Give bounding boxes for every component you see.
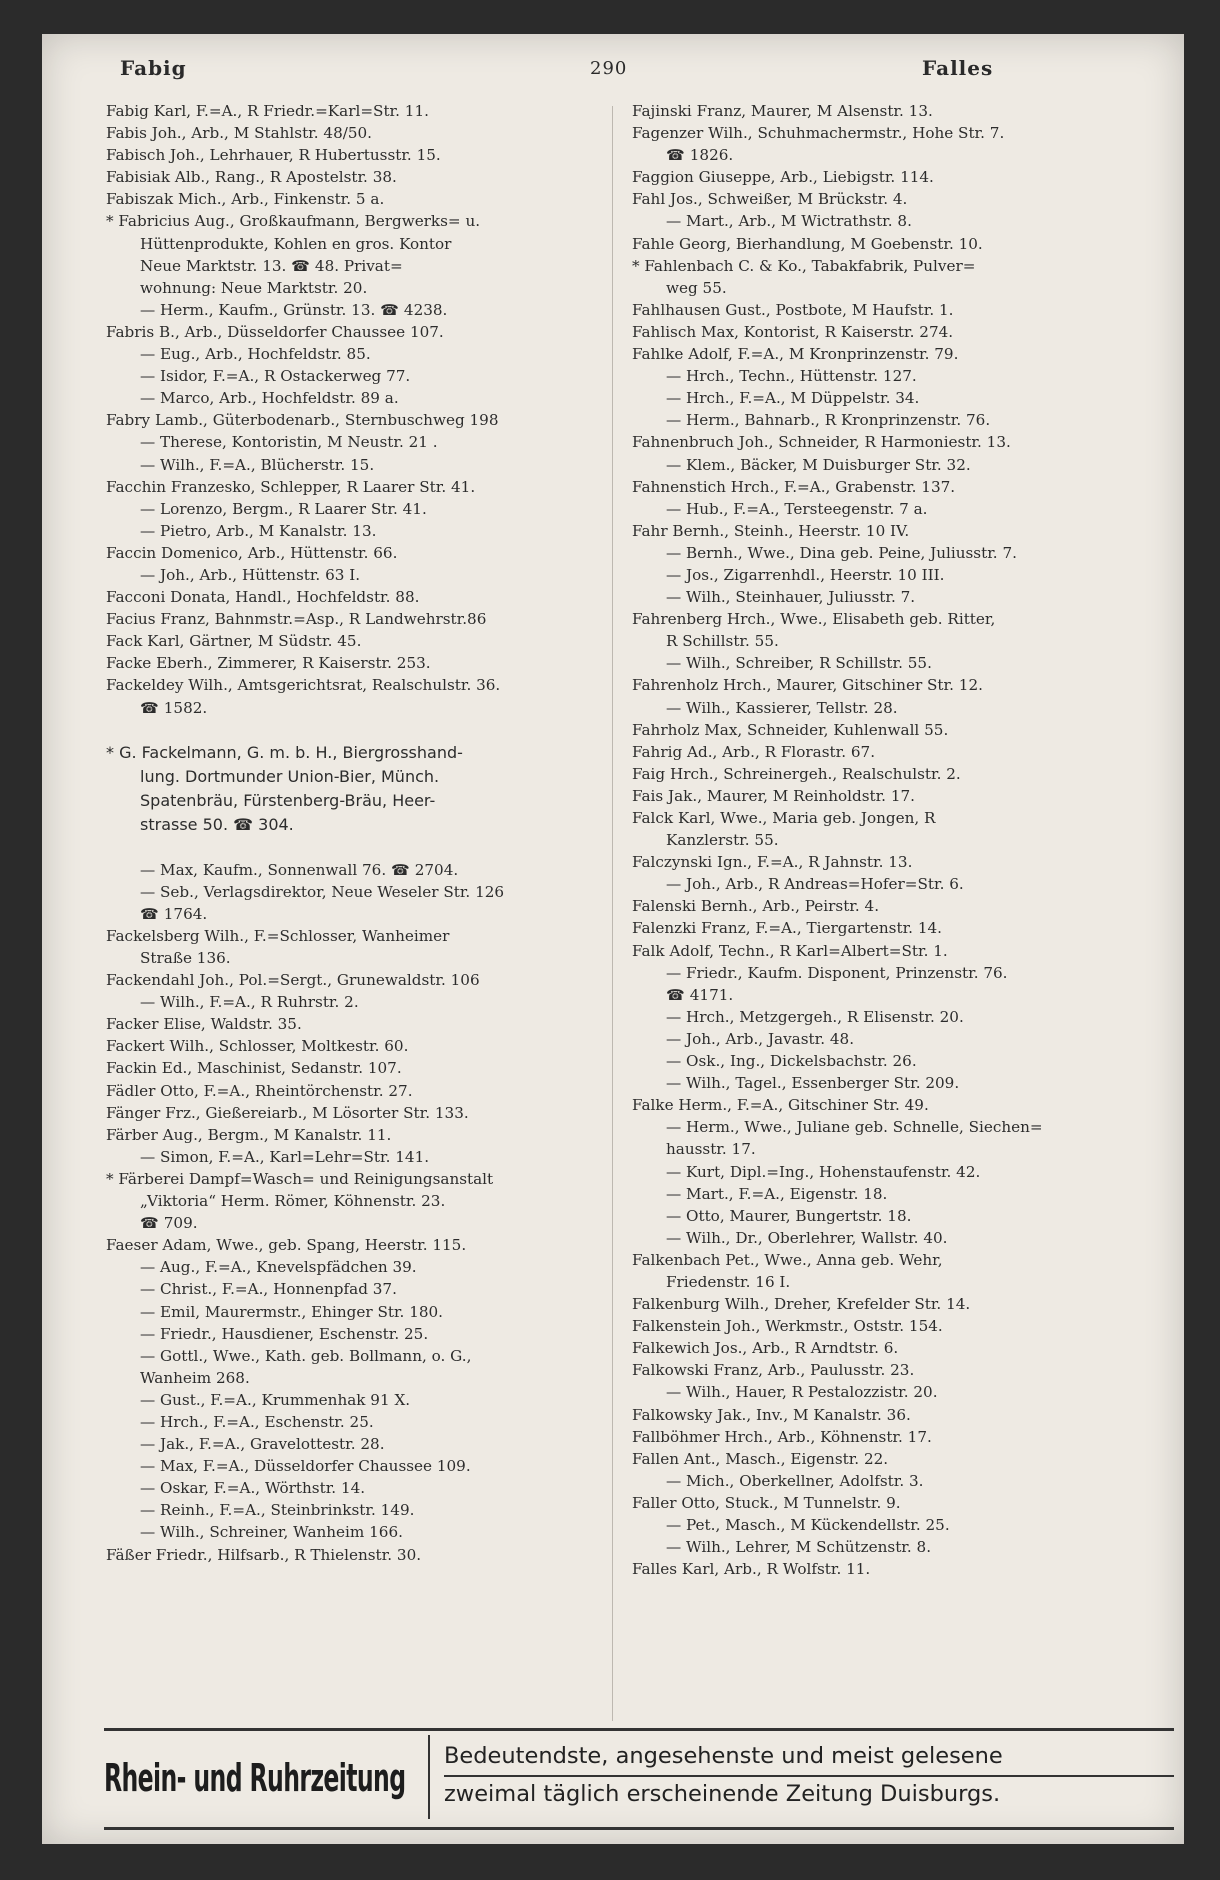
directory-entry: * Fabricius Aug., Großkaufmann, Bergwerks= u. <box>106 212 481 231</box>
banner-line-2: zweimal täglich erscheinende Zeitung Duisburgs. <box>444 1781 1001 1807</box>
directory-entry: — Wilh., Tagel., Essenberger Str. 209. <box>666 1074 960 1093</box>
directory-entry: — Christ., F.=A., Honnenpfad 37. <box>140 1280 397 1299</box>
directory-entry: Färber Aug., Bergm., M Kanalstr. 11. <box>106 1125 392 1144</box>
directory-entry: — Klem., Bäcker, M Duisburger Str. 32. <box>666 455 971 474</box>
directory-entry: Falck Karl, Wwe., Maria geb. Jongen, R <box>632 809 936 827</box>
directory-entry: Fabiszak Mich., Arb., Finkenstr. 5 a. <box>106 190 385 209</box>
directory-entry: Fahrig Ad., Arb., R Florastr. 67. <box>632 742 876 761</box>
directory-entry: ☎ 709. <box>140 1214 198 1233</box>
directory-entry: — Friedr., Hausdiener, Eschenstr. 25. <box>140 1324 429 1343</box>
directory-page <box>42 34 1184 1844</box>
directory-entry: — Max, F.=A., Düsseldorfer Chaussee 109. <box>140 1457 471 1476</box>
directory-entry: Faggion Giuseppe, Arb., Liebigstr. 114. <box>632 168 934 187</box>
directory-entry: — Otto, Maurer, Bungertstr. 18. <box>666 1206 912 1225</box>
directory-entry: — Wilh., Schreiber, R Schillstr. 55. <box>666 654 932 673</box>
directory-entry: Fackeldey Wilh., Amtsgerichtsrat, Realschulstr. 36. <box>106 676 501 695</box>
directory-entry: hausstr. 17. <box>666 1140 756 1159</box>
directory-entry: Fagenzer Wilh., Schuhmachermstr., Hohe Str. 7. <box>632 124 1005 143</box>
directory-entry: Facke Eberh., Zimmerer, R Kaiserstr. 253. <box>106 654 431 673</box>
directory-entry: — Wilh., Schreiner, Wanheim 166. <box>140 1523 403 1542</box>
directory-entry: — Pietro, Arb., M Kanalstr. 13. <box>140 521 377 540</box>
directory-entry: — Joh., Arb., Javastr. 48. <box>666 1029 855 1048</box>
directory-entry: Fabig Karl, F.=A., R Friedr.=Karl=Str. 11. <box>106 102 429 120</box>
directory-entry: — Mich., Oberkellner, Adolfstr. 3. <box>666 1471 924 1490</box>
directory-entry: Fahlisch Max, Kontorist, R Kaiserstr. 274. <box>632 322 954 341</box>
directory-entry: Fahrenholz Hrch., Maurer, Gitschiner Str. 12. <box>632 676 983 695</box>
directory-entry: Spatenbräu, Fürstenberg-Bräu, Heer- <box>140 790 436 810</box>
spacer <box>106 719 606 741</box>
directory-entry: Fabry Lamb., Güterbodenarb., Sternbuschweg 198 <box>106 411 499 430</box>
banner-separator <box>428 1735 430 1819</box>
directory-entry: Fahnenstich Hrch., F.=A., Grabenstr. 137. <box>632 477 956 496</box>
directory-entry: — Herm., Bahnarb., R Kronprinzenstr. 76. <box>666 411 991 430</box>
directory-entry: Falk Adolf, Techn., R Karl=Albert=Str. 1. <box>632 941 948 960</box>
directory-entry: Fahrholz Max, Schneider, Kuhlenwall 55. <box>632 720 949 739</box>
directory-entry: Fahle Georg, Bierhandlung, M Goebenstr. 10. <box>632 234 983 253</box>
header-right-keyword: Falles <box>922 56 994 80</box>
directory-entry: — Seb., Verlagsdirektor, Neue Weseler Str. 126 <box>140 882 505 901</box>
directory-entry: Fabisch Joh., Lehrhauer, R Hubertusstr. 15. <box>106 146 441 165</box>
directory-entry: — Hrch., Techn., Hüttenstr. 127. <box>666 367 917 386</box>
banner-title: Rhein- und Ruhrzeitung <box>104 1756 406 1800</box>
directory-entry: Fahlke Adolf, F.=A., M Kronprinzenstr. 79. <box>632 345 959 364</box>
directory-entry: Faig Hrch., Schreinergeh., Realschulstr. 2. <box>632 764 961 783</box>
directory-entry: — Wilh., F.=A., R Ruhrstr. 2. <box>140 993 359 1012</box>
directory-entry: Kanzlerstr. 55. <box>666 831 779 850</box>
directory-entry: Fahlhausen Gust., Postbote, M Haufstr. 1. <box>632 300 954 319</box>
directory-entry: — Wilh., Kassierer, Tellstr. 28. <box>666 698 898 717</box>
directory-entry: — Gottl., Wwe., Kath. geb. Bollmann, o. G., <box>140 1346 472 1365</box>
directory-entry: — Wilh., Hauer, R Pestalozzistr. 20. <box>666 1383 938 1402</box>
directory-entry: Facchin Franzesko, Schlepper, R Laarer Str. 41. <box>106 477 476 496</box>
directory-entry: Fahrenberg Hrch., Wwe., Elisabeth geb. Ritter, <box>632 610 996 629</box>
directory-entry: — Mart., F.=A., Eigenstr. 18. <box>666 1184 888 1203</box>
directory-entry: Fais Jak., Maurer, M Reinholdstr. 17. <box>632 786 915 805</box>
directory-entry: Falczynski Ign., F.=A., R Jahnstr. 13. <box>632 853 913 872</box>
directory-entry: Falkowski Franz, Arb., Paulusstr. 23. <box>632 1361 915 1380</box>
directory-entry: lung. Dortmunder Union-Bier, Münch. <box>140 766 440 786</box>
directory-entry: * Färberei Dampf=Wasch= und Reinigungsanstalt <box>106 1169 494 1188</box>
directory-entry: — Max, Kaufm., Sonnenwall 76. ☎ 2704. <box>140 860 459 879</box>
directory-entry: — Pet., Masch., M Kückendellstr. 25. <box>666 1516 950 1534</box>
directory-entry: ☎ 4171. <box>666 985 734 1004</box>
directory-entry: Falkenstein Joh., Werkmstr., Oststr. 154. <box>632 1317 943 1336</box>
directory-entry: Faller Otto, Stuck., M Tunnelstr. 9. <box>632 1493 901 1512</box>
directory-entry: — Lorenzo, Bergm., R Laarer Str. 41. <box>140 499 427 518</box>
directory-entry: — Marco, Arb., Hochfeldstr. 89 a. <box>140 389 399 408</box>
directory-entry: — Aug., F.=A., Knevelspfädchen 39. <box>140 1258 417 1277</box>
directory-entry: Neue Marktstr. 13. ☎ 48. Privat= <box>140 256 403 275</box>
banner-line-1: Bedeutendste, angesehenste und meist gelesene <box>444 1743 1003 1769</box>
directory-entry: Fallböhmer Hrch., Arb., Köhnenstr. 17. <box>632 1427 932 1446</box>
directory-entry: Fabis Joh., Arb., M Stahlstr. 48/50. <box>106 124 373 143</box>
directory-entry: — Hrch., Metzgergeh., R Elisenstr. 20. <box>666 1007 964 1026</box>
directory-entry: wohnung: Neue Marktstr. 20. <box>140 278 368 297</box>
directory-entry: Straße 136. <box>140 949 231 967</box>
directory-entry: — Osk., Ing., Dickelsbachstr. 26. <box>666 1052 917 1071</box>
directory-entry: — Simon, F.=A., Karl=Lehr=Str. 141. <box>140 1147 430 1166</box>
directory-entry: — Friedr., Kaufm. Disponent, Prinzenstr. 76. <box>666 963 1008 982</box>
directory-entry: — Oskar, F.=A., Wörthstr. 14. <box>140 1479 366 1498</box>
directory-entry: Fajinski Franz, Maurer, M Alsenstr. 13. <box>632 102 933 120</box>
directory-entry: * Fahlenbach C. & Ko., Tabakfabrik, Pulver= <box>632 256 976 275</box>
directory-entry: Fabris B., Arb., Düsseldorfer Chaussee 107. <box>106 322 444 341</box>
directory-entry: Facker Elise, Waldstr. 35. <box>106 1015 302 1034</box>
directory-entry: Fackendahl Joh., Pol.=Sergt., Grunewaldstr. 106 <box>106 971 480 990</box>
directory-entry: Facius Franz, Bahnmstr.=Asp., R Landwehrstr.86 <box>106 610 487 629</box>
directory-entry: Fahr Bernh., Steinh., Heerstr. 10 IV. <box>632 521 910 540</box>
directory-entry: ☎ 1826. <box>666 146 734 165</box>
directory-entry: Fackert Wilh., Schlosser, Moltkestr. 60. <box>106 1037 409 1056</box>
directory-entry: — Herm., Wwe., Juliane geb. Schnelle, Siechen= <box>666 1118 1043 1137</box>
directory-entry: — Isidor, F.=A., R Ostackerweg 77. <box>140 367 411 386</box>
directory-entry: — Therese, Kontoristin, M Neustr. 21 . <box>140 433 438 452</box>
directory-entry: strasse 50. ☎ 304. <box>140 814 294 834</box>
directory-entry: — Mart., Arb., M Wictrathstr. 8. <box>666 212 912 231</box>
directory-entry: Faeser Adam, Wwe., geb. Spang, Heerstr. 115. <box>106 1236 467 1255</box>
directory-entry: — Joh., Arb., R Andreas=Hofer=Str. 6. <box>666 875 964 894</box>
directory-entry: — Wilh., Dr., Oberlehrer, Wallstr. 40. <box>666 1228 948 1247</box>
directory-entry: Fahl Jos., Schweißer, M Brückstr. 4. <box>632 190 908 209</box>
header-left-keyword: Fabig <box>120 56 187 80</box>
left-column <box>106 100 606 1566</box>
directory-entry: Falke Herm., F.=A., Gitschiner Str. 49. <box>632 1096 929 1115</box>
directory-entry: Fackin Ed., Maschinist, Sedanstr. 107. <box>106 1059 402 1078</box>
directory-entry: — Jos., Zigarrenhdl., Heerstr. 10 III. <box>666 565 945 584</box>
directory-entry: — Wilh., Steinhauer, Juliusstr. 7. <box>666 588 916 607</box>
directory-entry: weg 55. <box>666 278 727 297</box>
directory-entry: Falles Karl, Arb., R Wolfstr. 11. <box>632 1560 871 1579</box>
directory-entry: Friedenstr. 16 I. <box>666 1272 791 1291</box>
directory-entry: — Herm., Kaufm., Grünstr. 13. ☎ 4238. <box>140 300 448 319</box>
directory-entry: — Bernh., Wwe., Dina geb. Peine, Juliusstr. 7. <box>666 543 1017 562</box>
directory-entry: R Schillstr. 55. <box>666 632 779 651</box>
directory-entry: — Eug., Arb., Hochfeldstr. 85. <box>140 345 371 364</box>
page-number: 290 <box>590 58 628 79</box>
directory-entry: Falenski Bernh., Arb., Peirstr. 4. <box>632 897 880 916</box>
directory-entry: Falkewich Jos., Arb., R Arndtstr. 6. <box>632 1339 899 1358</box>
directory-entry: Hüttenprodukte, Kohlen en gros. Kontor <box>140 234 452 253</box>
directory-entry: Falkenbach Pet., Wwe., Anna geb. Wehr, <box>632 1250 943 1269</box>
directory-entry: Fackelsberg Wilh., F.=Schlosser, Wanheimer <box>106 926 450 945</box>
directory-entry: „Viktoria“ Herm. Römer, Köhnenstr. 23. <box>140 1192 446 1211</box>
directory-entry: ☎ 1764. <box>140 904 208 923</box>
advertisement-banner <box>104 1728 1174 1830</box>
directory-entry: Fabisiak Alb., Rang., R Apostelstr. 38. <box>106 168 397 187</box>
directory-entry: Faccin Domenico, Arb., Hüttenstr. 66. <box>106 543 398 562</box>
directory-entry: — Jak., F.=A., Gravelottestr. 28. <box>140 1435 385 1454</box>
directory-entry: Falkowsky Jak., Inv., M Kanalstr. 36. <box>632 1405 911 1424</box>
directory-entry: — Emil, Maurermstr., Ehinger Str. 180. <box>140 1302 444 1321</box>
directory-entry: Fack Karl, Gärtner, M Südstr. 45. <box>106 632 362 651</box>
directory-entry: — Gust., F.=A., Krummenhak 91 X. <box>140 1390 411 1409</box>
spacer <box>106 837 606 859</box>
banner-rule <box>444 1775 1174 1777</box>
directory-entry: Wanheim 268. <box>140 1368 250 1387</box>
directory-entry: — Hub., F.=A., Tersteegenstr. 7 a. <box>666 499 928 518</box>
directory-entry: — Reinh., F.=A., Steinbrinkstr. 149. <box>140 1501 415 1520</box>
directory-entry: Facconi Donata, Handl., Hochfeldstr. 88. <box>106 588 420 607</box>
directory-entry: Falkenburg Wilh., Dreher, Krefelder Str. 14. <box>632 1295 971 1314</box>
directory-entry: — Joh., Arb., Hüttenstr. 63 I. <box>140 565 361 584</box>
column-divider <box>612 106 613 1721</box>
directory-entry: Falenzki Franz, F.=A., Tiergartenstr. 14. <box>632 919 942 938</box>
directory-entry: Fahnenbruch Joh., Schneider, R Harmoniestr. 13. <box>632 433 1011 452</box>
directory-entry: Fänger Frz., Gießereiarb., M Lösorter Str. 133. <box>106 1103 469 1122</box>
directory-entry: Fallen Ant., Masch., Eigenstr. 22. <box>632 1449 889 1468</box>
directory-entry: — Wilh., F.=A., Blücherstr. 15. <box>140 455 375 474</box>
directory-entry: — Wilh., Lehrer, M Schützenstr. 8. <box>666 1538 932 1557</box>
directory-entry: Fäßer Friedr., Hilfsarb., R Thielenstr. 30. <box>106 1545 422 1564</box>
directory-entry: Fädler Otto, F.=A., Rheintörchenstr. 27. <box>106 1081 413 1100</box>
directory-entry: * G. Fackelmann, G. m. b. H., Biergrosshand- <box>106 742 463 762</box>
directory-entry: — Kurt, Dipl.=Ing., Hohenstaufenstr. 42. <box>666 1162 981 1181</box>
directory-entry: — Hrch., F.=A., Eschenstr. 25. <box>140 1412 374 1431</box>
right-column <box>632 100 1160 1580</box>
directory-entry: — Hrch., F.=A., M Düppelstr. 34. <box>666 389 920 408</box>
directory-entry: ☎ 1582. <box>140 698 208 717</box>
